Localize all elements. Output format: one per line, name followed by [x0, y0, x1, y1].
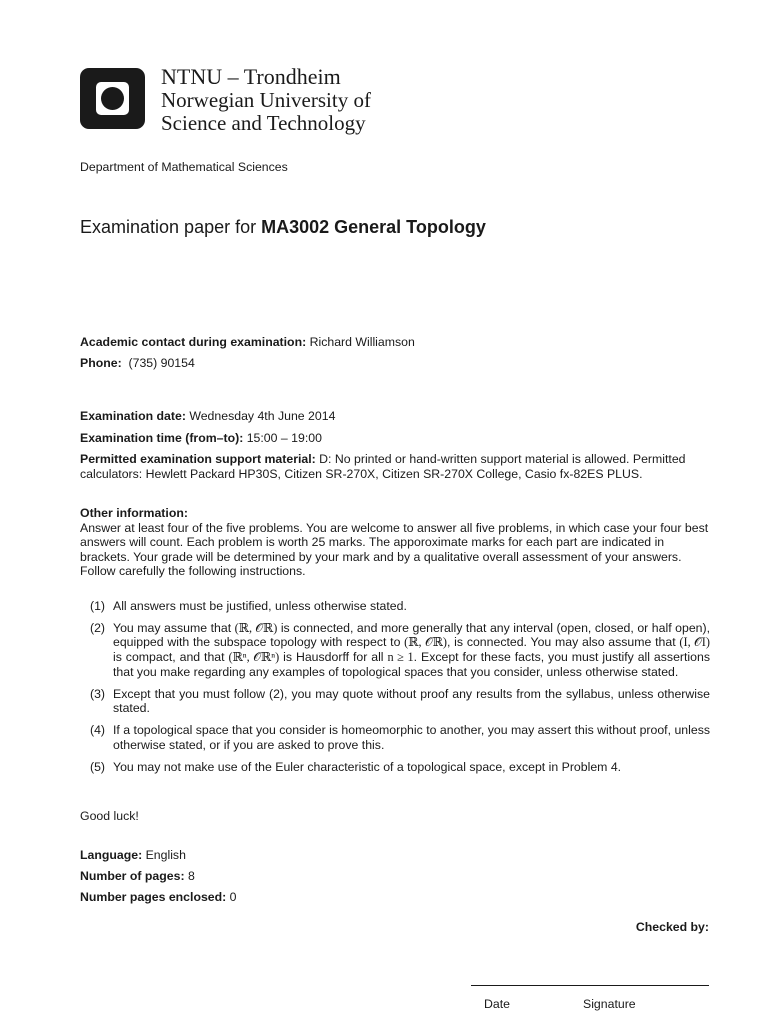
- math-rn: (ℝⁿ, 𝒪ℝⁿ): [228, 650, 280, 665]
- instruction-text-a: You may assume that: [113, 620, 235, 635]
- instruction-text-b: is connected, and more generally that any interval (open, closed, or half open), equipped with the subspace topology with respect to: [113, 620, 711, 650]
- math-i: (I, 𝒪I): [679, 635, 710, 650]
- logo-line-3: Science and Technology: [161, 111, 366, 135]
- exam-date: [80, 409, 335, 424]
- pages-label: Number of pages:: [80, 869, 185, 883]
- university-name: [161, 64, 371, 135]
- good-luck: Good luck!: [80, 809, 139, 823]
- instruction-text: All answers must be justified, unless otherwise stated.: [113, 599, 407, 613]
- contact-value: Richard Williamson: [306, 335, 415, 349]
- phone-value: (735) 90154: [121, 356, 195, 370]
- signature-label: Signature: [583, 997, 636, 1011]
- instruction-item: [80, 760, 710, 775]
- instruction-text-e: is Hausdorff for all: [279, 650, 388, 665]
- pages-enclosed: [80, 890, 237, 905]
- other-info-text: Answer at least four of the five problems. You are welcome to answer all five problems, in which case your four best answers will count. Each problem is worth 25 marks. The apporoximate marks for each part are indicated in brackets. Your grade will be determined by your mark and by a qualitative overall assessment of your answers. Follow carefully the following instructions.: [80, 520, 709, 579]
- instruction-item: [80, 687, 710, 716]
- department: Department of Mathematical Sciences: [80, 160, 288, 174]
- language-value: English: [142, 848, 186, 862]
- logo-ring: [96, 82, 129, 115]
- phone-label: Phone:: [80, 356, 122, 370]
- instruction-item: [80, 599, 710, 614]
- pages-value: 8: [184, 869, 195, 883]
- instruction-item: [80, 621, 710, 679]
- enclosed-value: 0: [226, 890, 237, 904]
- instruction-text-d: is compact, and that: [113, 650, 229, 665]
- math-n: n ≥ 1: [387, 650, 414, 665]
- page-title: [80, 216, 486, 238]
- exam-time-value: 15:00 – 19:00: [243, 431, 322, 445]
- language: [80, 848, 186, 863]
- support-material: [80, 452, 710, 481]
- instructions-list: [80, 599, 710, 781]
- title-prefix: Examination paper for: [80, 217, 262, 237]
- instruction-number: (4): [90, 723, 106, 738]
- instruction-text: You may not make use of the Euler characteristic of a topological space, except in Problem 4.: [113, 759, 622, 774]
- language-label: Language:: [80, 848, 143, 862]
- instruction-number: (5): [90, 759, 106, 774]
- math-r-2: (ℝ, 𝒪ℝ): [404, 635, 448, 650]
- checked-by: [636, 920, 709, 935]
- support-value: D: No printed or hand-written support material is allowed. Permitted calculators: Hewlett Packard HP30S, Citizen SR-270X, Citizen SR-270X College, Casio fx-82ES PLUS.: [80, 452, 686, 481]
- instruction-text: Except that you must follow (2), you may quote without proof any results from the syllabus, unless otherwise stated.: [113, 686, 710, 716]
- course-title: MA3002 General Topology: [261, 217, 486, 237]
- ntnu-logo-icon: [80, 68, 145, 129]
- phone: [80, 356, 195, 371]
- instruction-text-c: , is connected. You may also assume that: [447, 635, 680, 650]
- exam-time-label: Examination time (from–to):: [80, 431, 244, 445]
- instruction-item: [80, 723, 710, 752]
- number-of-pages: [80, 869, 195, 884]
- math-r: (ℝ, 𝒪ℝ): [234, 620, 278, 635]
- signature-line: [471, 985, 709, 986]
- checked-by-label: Checked by:: [635, 920, 709, 934]
- enclosed-label: Number pages enclosed:: [80, 890, 227, 904]
- logo-core: [101, 87, 124, 110]
- date-label: Date: [484, 997, 510, 1011]
- exam-time: [80, 431, 322, 446]
- other-info-label: Other information:: [80, 506, 188, 520]
- contact-label: Academic contact during examination:: [80, 335, 307, 349]
- instruction-text: If a topological space that you consider is homeomorphic to another, you may assert this without proof, unless otherwise stated, or if you are asked to prove this.: [113, 723, 710, 752]
- exam-date-value: Wednesday 4th June 2014: [185, 409, 336, 423]
- academic-contact: [80, 335, 415, 350]
- logo-line-1: NTNU – Trondheim: [161, 64, 341, 89]
- exam-date-label: Examination date:: [80, 409, 186, 423]
- support-label: Permitted examination support material:: [80, 452, 316, 466]
- instruction-number: (2): [90, 620, 106, 635]
- instruction-number: (3): [90, 686, 106, 701]
- other-information: [80, 506, 710, 579]
- logo-line-2: Norwegian University of: [161, 88, 371, 112]
- instruction-text-f: . Except for these facts, you must justify all assertions that you make regarding any examples of topological spaces that you consider, unless otherwise stated.: [113, 650, 710, 679]
- instruction-number: (1): [90, 599, 106, 613]
